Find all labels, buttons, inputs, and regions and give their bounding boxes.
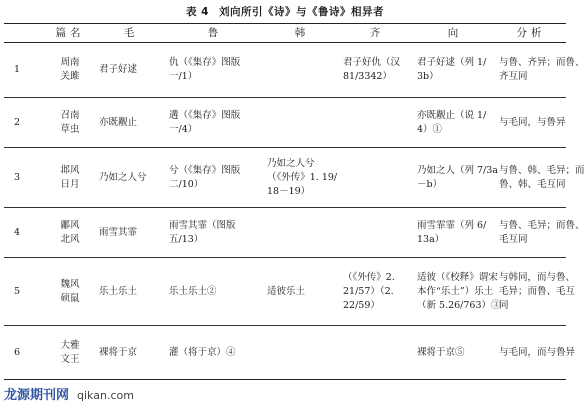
han-text [264,208,340,258]
analysis-text [496,208,585,258]
watermark-logo [0,386,164,406]
watermark-logo-text: 龙源期刊网 [4,388,70,403]
mao-text [96,148,166,208]
row-index: 4 [4,208,44,258]
table-body [4,43,585,380]
qi-text-line: 君子好仇（汉 [343,57,401,68]
analysis-text-line: 与毛同，与鲁异 [499,116,566,128]
mao-text-line: 亦既觏止 [99,116,138,128]
row-index: 1 [4,43,44,98]
qi-text-line: 81/3342） [343,71,392,82]
analysis-text-line: 齐互同 [499,71,528,82]
comparison-table [4,23,585,380]
qi-text [340,258,414,326]
lu-text [166,98,264,148]
analysis-text [496,98,566,148]
table-row [4,148,566,208]
xiang-text-line: 亦既觏止（说 1/ [417,109,487,121]
header-xiang: 向 [414,24,496,43]
xiang-text-line: 3b） [417,71,439,82]
header-index [4,24,44,43]
lu-text [166,208,264,258]
row-index: 3 [4,148,44,208]
qi-text [340,148,414,208]
poem-title-line: 草虫 [60,123,80,135]
xiang-text [414,148,496,208]
lu-text [166,148,264,208]
xiang-text [414,98,496,148]
lu-text [166,258,264,326]
header-qi: 齐 [340,24,414,43]
header-title: 篇名 [44,24,96,43]
lu-text-line: 二/10） [169,178,204,190]
mao-text-line: 君子好逑 [99,64,138,75]
mao-text [96,258,166,326]
poem-title-line: 周南 [60,57,80,68]
table-row [4,258,566,326]
xiang-text-line: 裸将于京⑤ [417,346,465,358]
xiang-text [414,208,496,258]
xiang-text-line: 13a） [417,233,445,245]
table-row [4,98,566,148]
mao-text-line: 乃如之人兮 [99,171,147,183]
table-caption [0,4,570,19]
qi-text [340,326,414,380]
lu-text-line: 仇（《集存》图版 [169,57,241,68]
row-index: 5 [4,258,44,326]
poem-title-line: 鄘风 [60,219,80,231]
xiang-text-line: 乃如之人（列 7/3a [417,164,498,176]
poem-title [44,148,96,208]
xiang-text [414,326,496,380]
lu-text-line: 兮（《集存》图版 [169,164,241,176]
lu-text-line: 灌（将于京）④ [169,346,236,358]
poem-title-line: 文王 [60,353,80,365]
xiang-text-line: （新 5.26/763）③ [417,299,501,311]
analysis-text-line: 与鲁、韩、毛异；而 [499,164,585,176]
analysis-text-line: 毛异；而鲁、毛互 [499,285,576,297]
xiang-text-line: 君子好逑（列 1/ [417,57,487,68]
lu-text-line: 遘（《集存》图版 [169,109,241,121]
mao-text [96,326,166,380]
han-text-line: （《外传》1. 19/ [267,171,338,183]
table-number: 表 4 [186,6,209,18]
analysis-text [496,43,585,98]
han-text [264,98,340,148]
table-title: 刘向所引《诗》与《鲁诗》相异者 [218,6,384,18]
lu-text [166,43,264,98]
han-text [264,43,340,98]
analysis-text-line: 鲁、韩、毛互同 [499,178,566,190]
header-han: 韩 [264,24,340,43]
mao-text-line: 裸将于京 [99,346,138,358]
header-analysis: 分析 [496,24,566,43]
xiang-text-line: 本作“乐土”）乐土 [417,285,494,297]
poem-title-line: 北风 [60,233,80,245]
xiang-text [414,258,501,326]
mao-text-line: 乐土乐土 [99,285,138,297]
poem-title [44,43,96,98]
poem-title-line: 关雎 [60,71,80,82]
row-index: 6 [4,326,44,380]
poem-title [44,258,96,326]
analysis-text-line: 与毛同，而与鲁异 [499,346,576,358]
table-header [4,24,566,43]
poem-title-line: 大雅 [60,339,80,351]
lu-text-line: 五/13） [169,233,204,245]
header-mao: 毛 [96,24,166,43]
analysis-text-line: 与鲁、齐异；而鲁、 [499,57,585,68]
lu-text-line: 雨雪其霏（图版 [169,219,236,231]
table-row [4,43,566,98]
poem-title-line: 魏风 [60,278,80,290]
han-text [264,148,340,208]
qi-text [340,98,414,148]
mao-text-line: 雨雪其霏 [99,226,138,238]
xiang-text-line: －b） [417,178,443,190]
xiang-text-line: 雨雪霏霏（列 6/ [417,219,487,231]
analysis-text [496,326,576,380]
qi-text [340,208,414,258]
qi-text [340,43,414,98]
poem-title [44,98,96,148]
qi-text-line: （《外传》2. [343,271,395,283]
table-row [4,326,566,380]
row-index: 2 [4,98,44,148]
han-text-line: 适彼乐土 [267,285,306,297]
mao-text [96,43,166,98]
poem-title-line: 日月 [60,178,80,190]
analysis-text-line: 与鲁、毛异；而鲁、 [499,219,585,231]
table-row [4,208,566,258]
poem-title [44,208,96,258]
header-lu: 鲁 [166,24,264,43]
lu-text-line: 一/1） [169,71,198,82]
poem-title-line: 邶风 [60,164,80,176]
lu-text-line: 一/4） [169,123,198,135]
analysis-text-line: 与韩同，而与鲁、 [499,271,576,283]
xiang-text [414,43,496,98]
mao-text [96,98,166,148]
han-text [264,326,340,380]
xiang-text-line: 适彼（《校释》谓宋 [417,271,498,283]
qi-text-line: 21/57）（2. [343,285,394,297]
xiang-text-line: 4）① [417,123,443,135]
poem-title-line: 硕鼠 [60,292,80,304]
han-text-line: 乃如之人兮 [267,157,315,169]
lu-text [166,326,264,380]
analysis-text [496,258,576,326]
han-text-line: 18－19） [267,185,311,197]
han-text [264,258,340,326]
lu-text-line: 乐土乐土② [169,285,217,297]
watermark-site: qikan.com [77,389,134,402]
poem-title-line: 召南 [60,109,80,121]
poem-title [44,326,96,380]
analysis-text-line: 毛互同 [499,233,528,245]
analysis-text [496,148,585,208]
analysis-text-line: 同 [499,299,509,311]
qi-text-line: 22/59） [343,299,380,311]
mao-text [96,208,166,258]
